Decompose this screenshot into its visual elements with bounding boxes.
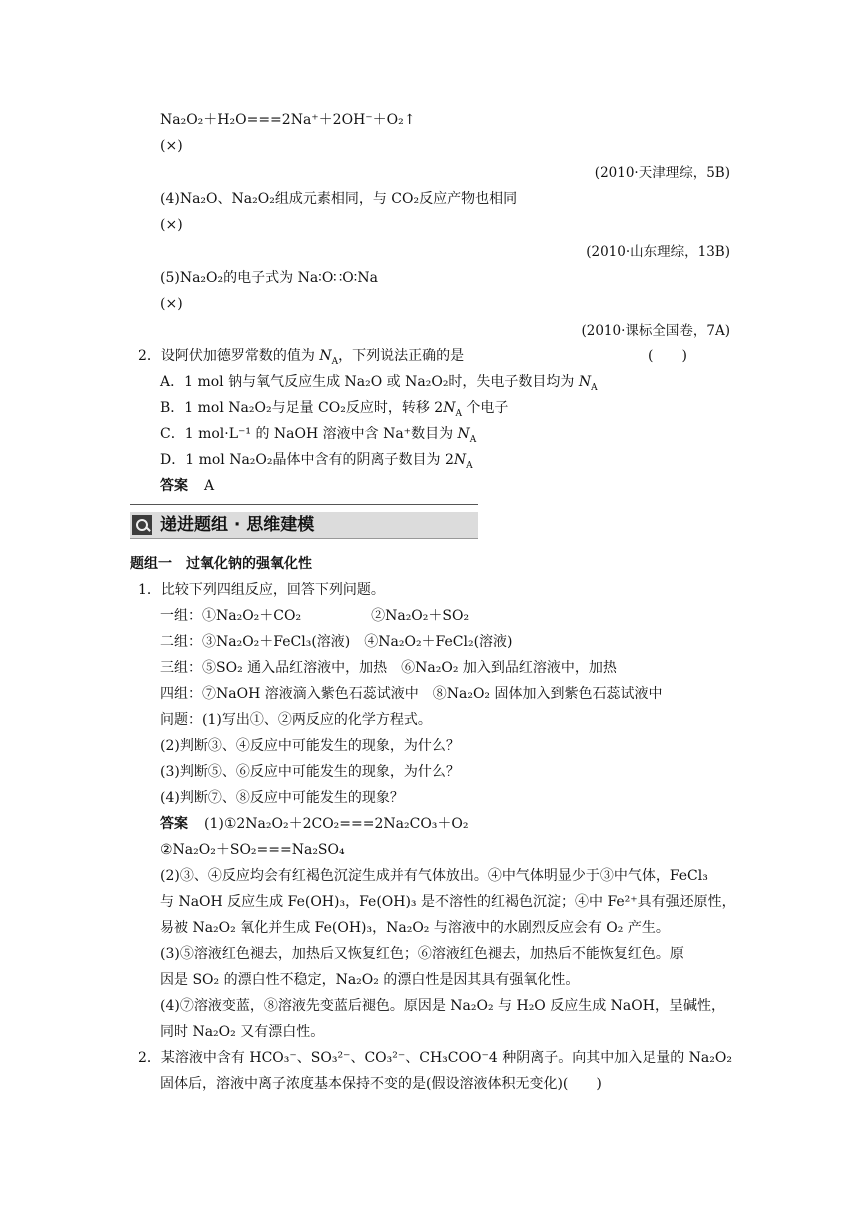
section-title: 递进题组 · 思维建模: [160, 515, 315, 535]
answer-text: (4)⑦溶液变蓝，⑧溶液先变蓝后褪色。原因是 Na₂O₂ 与 H₂O 反应生成 NaOH，呈碱性，: [160, 998, 725, 1014]
answer-text: ②Na₂O₂＋SO₂===Na₂SO₄: [160, 842, 345, 858]
answer-label: 答案: [160, 816, 188, 832]
statement-line: (5)Na₂O₂的电子式为 Na∶O∷O∶Na: [160, 270, 378, 286]
answer-value: A: [204, 478, 215, 494]
sub-question: (2)判断③、④反应中可能发生的现象，为什么？: [160, 738, 460, 754]
option-a: A．1 mol 钠与氧气反应生成 Na₂O 或 Na₂O₂时，失电子数目均为 $N_A$: [160, 374, 598, 393]
judgment-mark: (×): [160, 217, 183, 233]
question-stem: 2．某溶液中含有 HCO₃⁻、SO₃²⁻、CO₃²⁻、CH₃COO⁻4 种阴离子。向其中加入足量的 Na₂O₂: [138, 1050, 732, 1066]
option-b: B．1 mol Na₂O₂与足量 CO₂反应时，转移 $2N_A$ 个电子: [160, 400, 509, 419]
source-citation: (2010·天津理综，5B): [594, 165, 730, 181]
judgment-mark: (×): [160, 296, 183, 312]
option-c: C．1 mol·L⁻¹ 的 NaOH 溶液中含 Na⁺数目为 $N_A$: [160, 426, 477, 445]
reaction-group: 一组：①Na₂O₂＋CO₂ ②Na₂O₂＋SO₂: [160, 608, 470, 624]
magnifier-icon: [132, 515, 152, 535]
question-stem-cont: 固体后，溶液中离子浓度基本保持不变的是(假设溶液体积无变化)( ): [160, 1076, 602, 1092]
answer-text: 因是 SO₂ 的漂白性不稳定，Na₂O₂ 的漂白性是因其具有强氧化性。: [160, 972, 580, 988]
statement-line: (4)Na₂O、Na₂O₂组成元素相同，与 CO₂反应产物也相同: [160, 191, 518, 207]
answer-blank: ( ): [648, 348, 687, 364]
question-stem: 1．比较下列四组反应，回答下列问题。: [138, 582, 385, 598]
answer-text: 与 NaOH 反应生成 Fe(OH)₃，Fe(OH)₃ 是不溶性的红褐色沉淀；④中 Fe²⁺具有强还原性，: [160, 894, 736, 910]
equation-line: Na₂O₂＋H₂O===2Na⁺＋2OH⁻＋O₂↑: [160, 112, 416, 128]
judgment-mark: (×): [160, 138, 183, 154]
answer-text: (2)③、④反应均会有红褐色沉淀生成并有气体放出。④中气体明显少于③中气体，FeCl₃: [160, 868, 708, 884]
source-citation: (2010·山东理综，13B): [586, 244, 730, 260]
answer-label: 答案: [160, 478, 188, 494]
question-stem: 2．设阿伏加德罗常数的值为 $N_A$，下列说法正确的是: [138, 348, 465, 367]
answer-text: 同时 Na₂O₂ 又有漂白性。: [160, 1024, 325, 1040]
source-citation: (2010·课标全国卷，7A): [581, 323, 730, 339]
answer-text: (1)①2Na₂O₂＋2CO₂===2Na₂CO₃＋O₂: [204, 816, 469, 832]
answer-text: (3)⑤溶液红色褪去，加热后又恢复红色；⑥溶液红色褪去，加热后不能恢复红色。原: [160, 946, 684, 962]
sub-question: (3)判断⑤、⑥反应中可能发生的现象，为什么？: [160, 764, 460, 780]
reaction-group: 二组：③Na₂O₂＋FeCl₃(溶液) ④Na₂O₂＋FeCl₂(溶液): [160, 634, 513, 650]
option-d: D．1 mol Na₂O₂晶体中含有的阴离子数目为 $2N_A$: [160, 452, 473, 471]
sub-question: 问题：(1)写出①、②两反应的化学方程式。: [160, 712, 432, 728]
sub-question: (4)判断⑦、⑧反应中可能发生的现象？: [160, 790, 404, 806]
reaction-group: 三组：⑤SO₂ 通入品红溶液中，加热 ⑥Na₂O₂ 加入到品红溶液中，加热: [160, 660, 617, 676]
section-header: [130, 512, 478, 539]
divider: [130, 504, 478, 505]
reaction-group: 四组：⑦NaOH 溶液滴入紫色石蕊试液中 ⑧Na₂O₂ 固体加入到紫色石蕊试液中: [160, 686, 663, 702]
answer-text: 易被 Na₂O₂ 氧化并生成 Fe(OH)₃，Na₂O₂ 与溶液中的水剧烈反应会有 O₂ 产生。: [160, 920, 670, 936]
group-title: 题组一 过氧化钠的强氧化性: [130, 556, 312, 572]
